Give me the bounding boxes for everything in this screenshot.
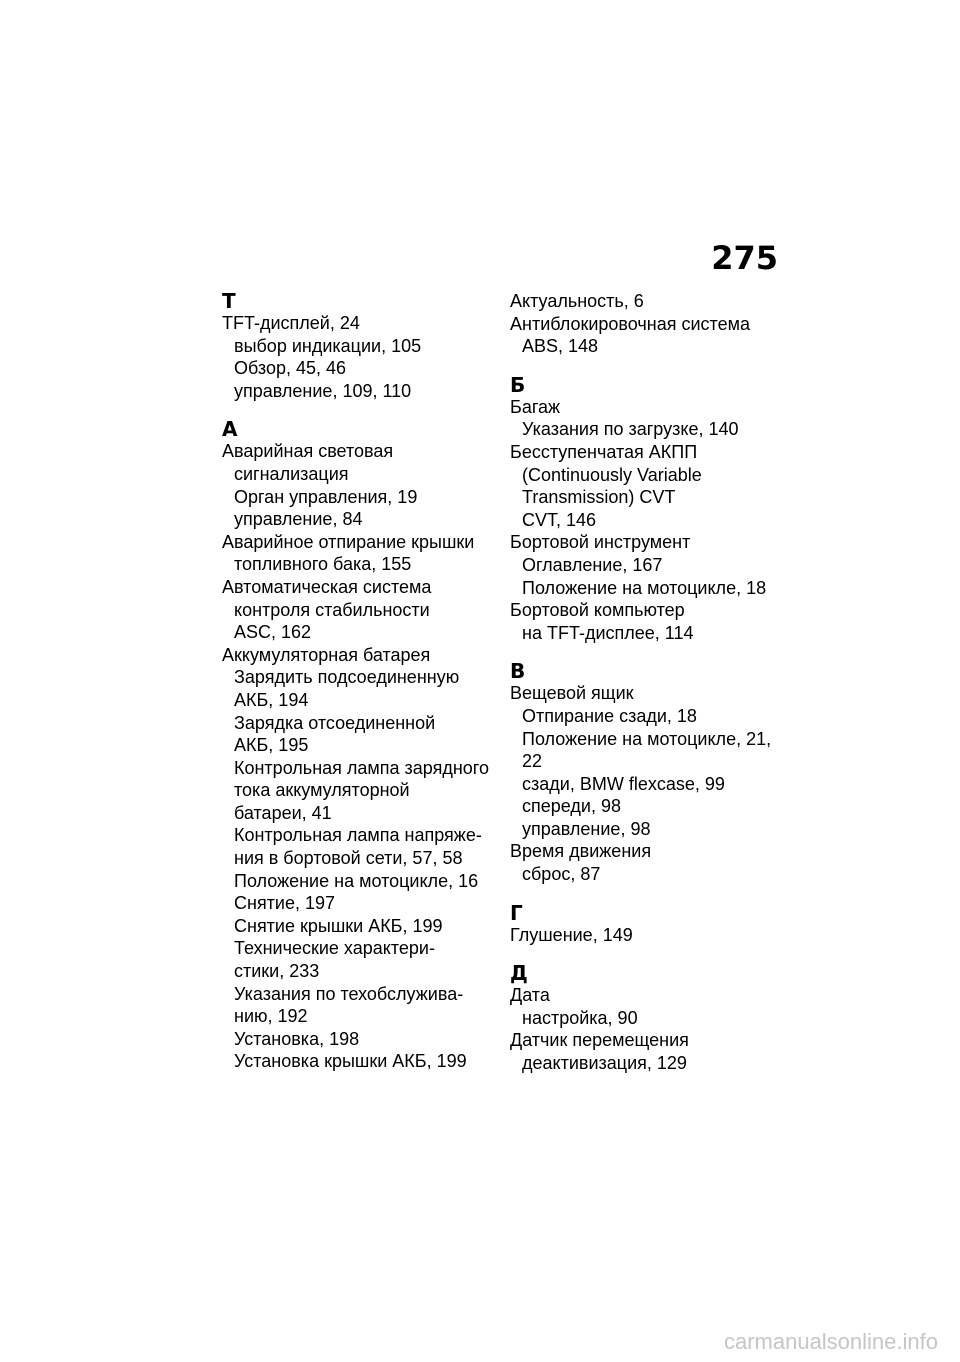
index-subentry: Орган управления, 19 bbox=[234, 486, 418, 507]
index-subentry: 22 bbox=[522, 751, 543, 772]
index-subentry: спереди, 98 bbox=[522, 796, 621, 817]
index-letter-heading: Б bbox=[510, 372, 526, 397]
index-letter-heading: В bbox=[510, 659, 526, 684]
index-subentry: (Continuously Variable bbox=[522, 464, 702, 485]
index-subentry: тока аккумуляторной bbox=[234, 780, 410, 801]
index-subentry: Контрольная лампа зарядного bbox=[234, 757, 489, 778]
index-letter-heading: А bbox=[222, 417, 238, 442]
index-subentry: Указания по загрузке, 140 bbox=[522, 419, 739, 440]
index-subentry: управление, 84 bbox=[234, 509, 363, 530]
index-subentry: сброс, 87 bbox=[522, 864, 601, 885]
watermark: carmanualsonline.info bbox=[723, 1329, 938, 1354]
index-column-left bbox=[222, 290, 492, 1073]
index-subentry: управление, 109, 110 bbox=[234, 380, 412, 401]
index-subentry: Указания по техобслужива- bbox=[234, 983, 464, 1004]
index-subentry: Технические характери- bbox=[234, 938, 435, 959]
index-entry: Актуальность, 6 bbox=[510, 291, 644, 311]
index-subentry: Положение на мотоцикле, 21, bbox=[522, 728, 772, 749]
index-subentry: CVT, 146 bbox=[522, 509, 597, 530]
index-subentry: ния в бортовой сети, 57, 58 bbox=[234, 848, 463, 869]
index-subentry: Отпирание сзади, 18 bbox=[522, 705, 697, 726]
index-entry: Бесступенчатая АКПП bbox=[510, 441, 698, 462]
index-entry: Датчик перемещения bbox=[510, 1030, 689, 1051]
index-entry: Аккумуляторная батарея bbox=[222, 644, 431, 665]
index-subentry: Установка крышки АКБ, 199 bbox=[234, 1051, 467, 1072]
index-entry: Аварийное отпирание крышки bbox=[222, 531, 475, 552]
index-subentry: сзади, BMW flexcase, 99 bbox=[522, 773, 725, 794]
index-subentry: ASC, 162 bbox=[234, 622, 312, 643]
index-entry: Глушение, 149 bbox=[510, 924, 633, 945]
index-subentry: АКБ, 195 bbox=[234, 735, 309, 756]
index-subentry: Положение на мотоцикле, 16 bbox=[234, 870, 479, 891]
index-letter-heading: Т bbox=[222, 289, 236, 313]
index-subentry: управление, 98 bbox=[522, 818, 651, 839]
index-entry: TFT-дисплей, 24 bbox=[222, 313, 360, 333]
index-subentry: Положение на мотоцикле, 18 bbox=[522, 577, 767, 598]
index-subentry: Контрольная лампа напряже- bbox=[234, 825, 482, 846]
index-subentry: Обзор, 45, 46 bbox=[234, 358, 347, 379]
page-number: 275 bbox=[711, 239, 778, 277]
index-subentry: ABS, 148 bbox=[522, 336, 599, 357]
index-letter-heading: Д bbox=[510, 961, 528, 986]
index-subentry: Снятие, 197 bbox=[234, 893, 336, 914]
index-subentry: выбор индикации, 105 bbox=[234, 335, 422, 356]
index-subentry: АКБ, 194 bbox=[234, 689, 309, 710]
index-subentry: Transmission) CVT bbox=[522, 487, 676, 508]
index-column-right bbox=[510, 290, 780, 1075]
index-subentry: Оглавление, 167 bbox=[522, 554, 663, 575]
index-subentry: Зарядка отсоединенной bbox=[234, 712, 436, 733]
index-entry: Бортовой инструмент bbox=[510, 532, 691, 553]
index-subentry: деактивизация, 129 bbox=[522, 1053, 687, 1074]
index-entry: Время движения bbox=[510, 841, 652, 862]
index-letter-heading: Г bbox=[510, 900, 523, 925]
index-entry: Автоматическая система bbox=[222, 576, 432, 597]
index-entry: Бортовой компьютер bbox=[510, 600, 685, 621]
index-subentry: нию, 192 bbox=[234, 1006, 308, 1027]
index-entry: Дата bbox=[510, 985, 550, 1006]
index-subentry: настройка, 90 bbox=[522, 1007, 638, 1028]
index-entry: Вещевой ящик bbox=[510, 683, 634, 704]
index-subentry: на TFT-дисплее, 114 bbox=[522, 622, 694, 643]
index-subentry: стики, 233 bbox=[234, 961, 320, 982]
index-entry: Аварийная световая bbox=[222, 441, 394, 462]
index-subentry: топливного бака, 155 bbox=[234, 554, 412, 575]
index-subentry: контроля стабильности bbox=[234, 599, 430, 620]
index-subentry: Снятие крышки АКБ, 199 bbox=[234, 915, 443, 936]
index-subentry: сигнализация bbox=[234, 463, 349, 484]
index-subentry: Зарядить подсоединенную bbox=[234, 667, 460, 688]
index-entry: Антиблокировочная система bbox=[510, 313, 750, 334]
index-subentry: батареи, 41 bbox=[234, 802, 332, 823]
index-entry: Багаж bbox=[510, 396, 561, 417]
index-subentry: Установка, 198 bbox=[234, 1028, 360, 1049]
